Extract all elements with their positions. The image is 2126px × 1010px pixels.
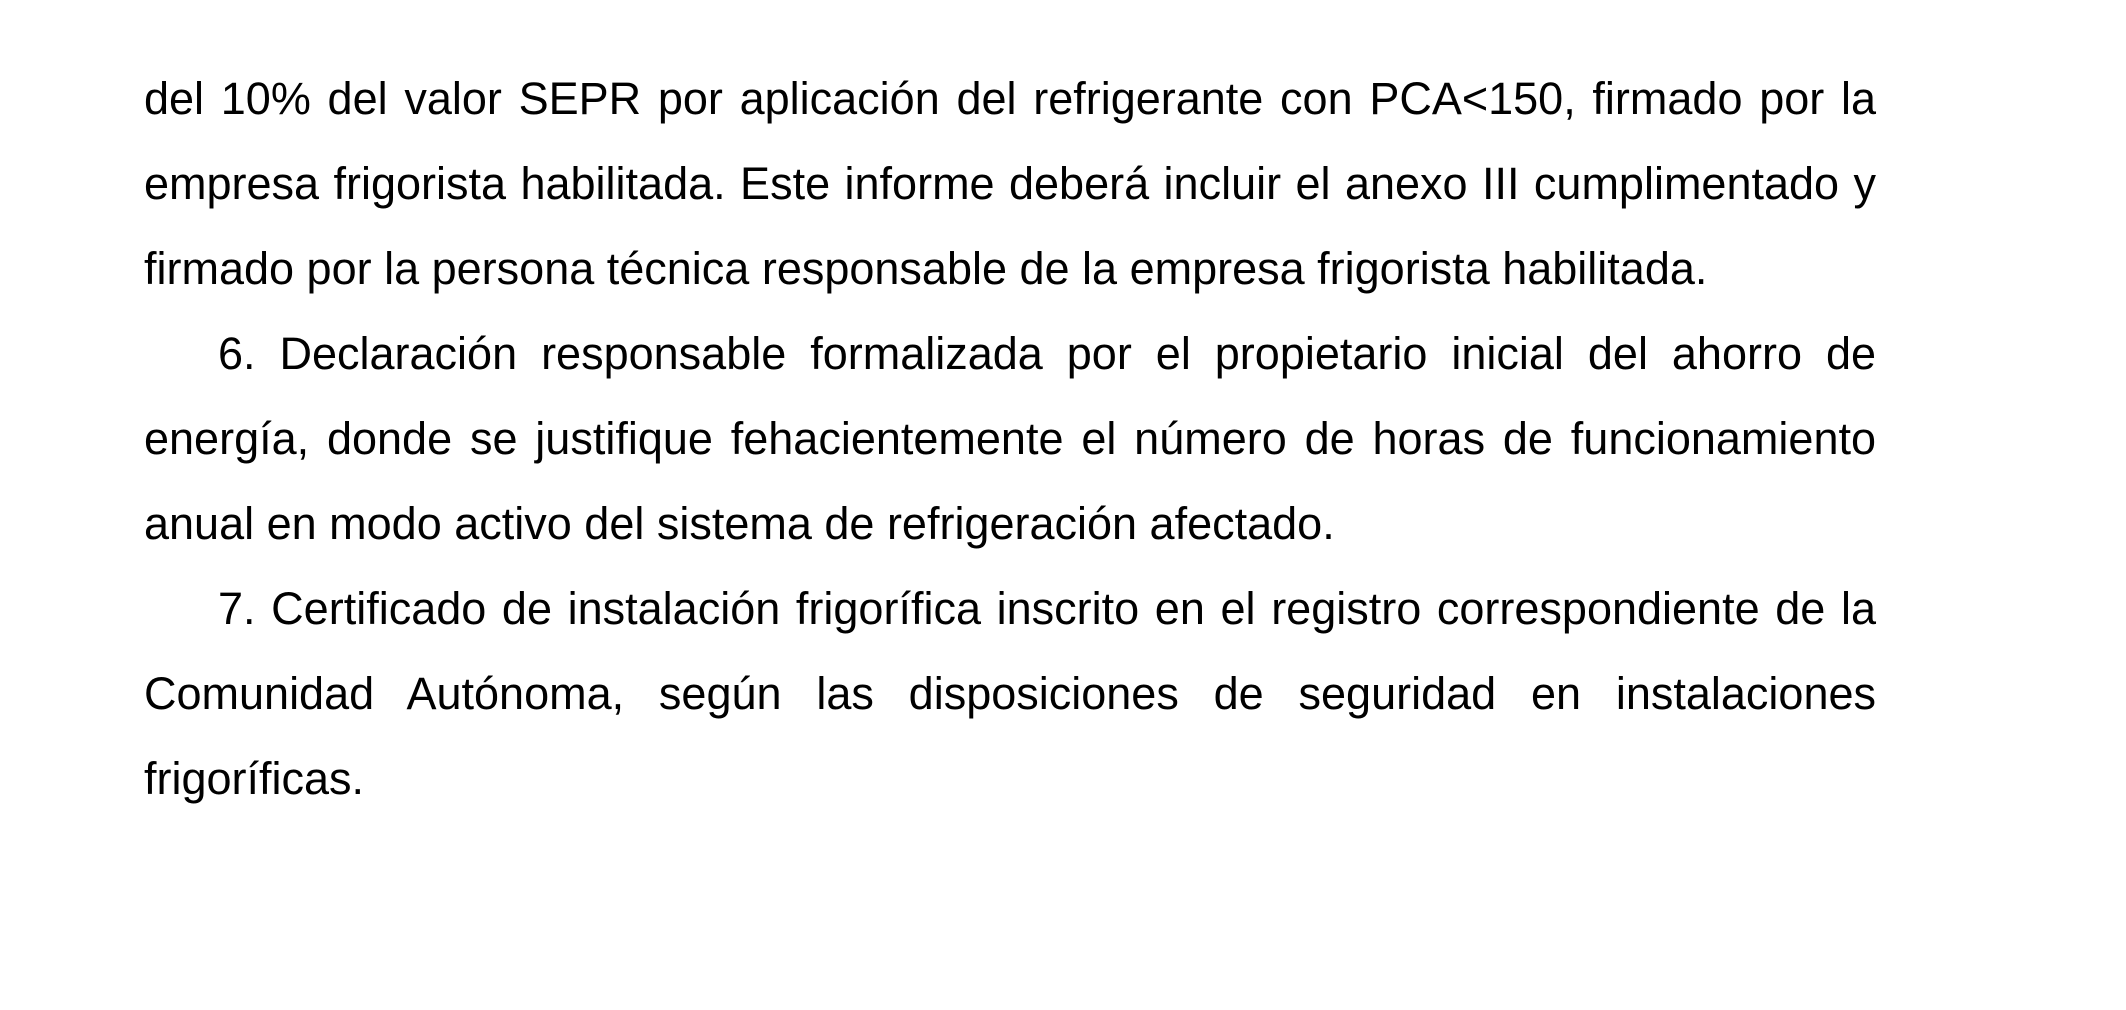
document-body (144, 56, 1876, 821)
paragraph-item-7: 7. Certificado de instalación frigorífica inscrito en el registro correspondiente de la Comunidad Autónoma, según las disposiciones de seguridad en instalaciones frigoríficas. (144, 583, 1876, 804)
paragraph-continuation: del 10% del valor SEPR por aplicación del refrigerante con PCA<150, firmado por la empresa frigorista habilitada. Este informe deberá incluir el anexo III cumplimentado y firmado por la persona técnica responsable de la empresa frigorista habilitada. (144, 73, 1876, 294)
paragraph-item-6: 6. Declaración responsable formalizada por el propietario inicial del ahorro de energía, donde se justifique fehacientemente el número de horas de funcionamiento anual en modo activo del sistema de refrigeración afectado. (144, 328, 1876, 549)
